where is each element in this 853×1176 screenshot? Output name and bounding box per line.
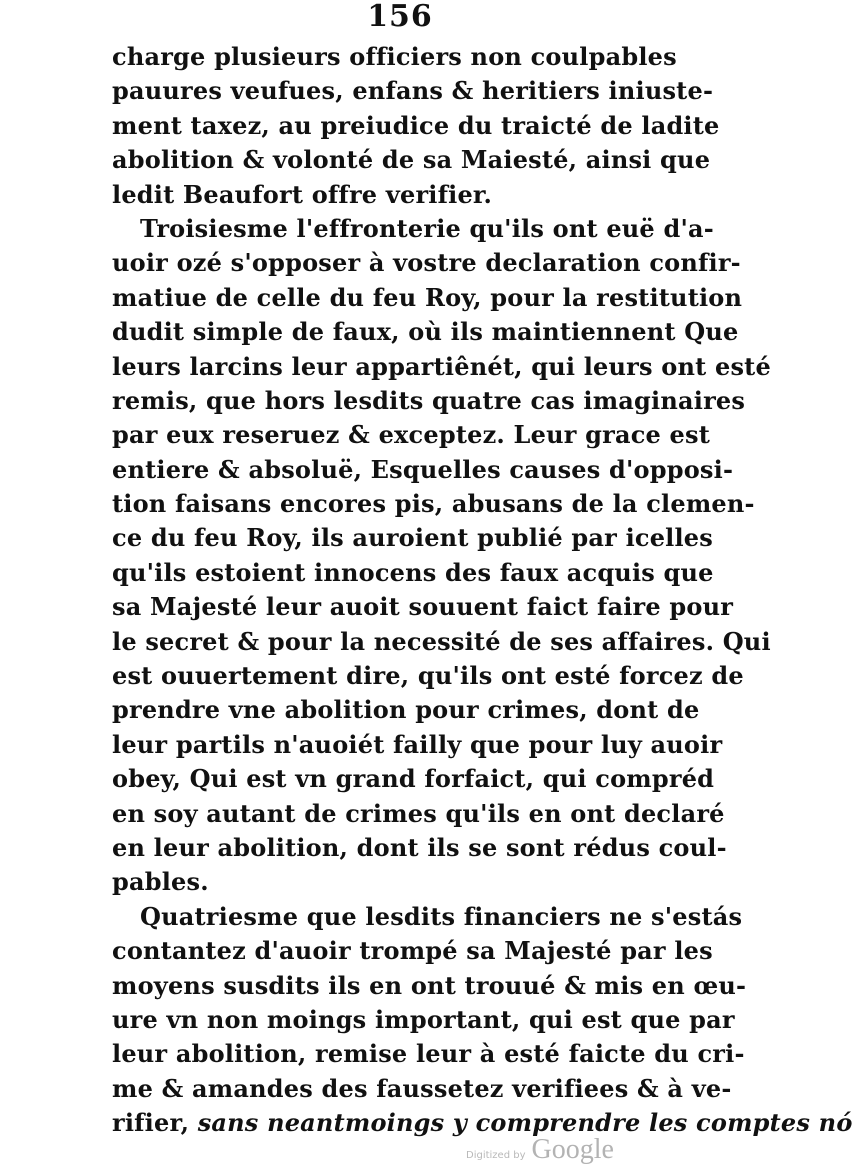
text-line: pables. — [112, 867, 209, 897]
text-line: dudit simple de faux, où ils maintiennent Que — [112, 317, 739, 347]
text-line: en soy autant de crimes qu'ils en ont declaré — [112, 798, 725, 828]
paragraph-start-line: Quatriesme que lesdits financiers ne s'estás — [140, 901, 743, 931]
text-line: contantez d'auoir trompé sa Majesté par les — [112, 936, 713, 966]
text-line: ure vn non moings important, qui est que par — [112, 1004, 735, 1034]
text-line: est ouuertement dire, qu'ils ont esté forcez de — [112, 661, 744, 691]
watermark-prefix: Digitized by — [466, 1150, 526, 1161]
text-line: me & amandes des faussetez verifiees & à ve- — [112, 1073, 732, 1103]
text-line: tion faisans encores pis, abusans de la clemen- — [112, 489, 755, 519]
text-line: entiere & absoluë, Esquelles causes d'opposi- — [112, 454, 734, 484]
text-line: leurs larcins leur appartiênét, qui leurs ont esté — [112, 351, 771, 381]
final-line-italic: sans neantmoings y comprendre les comptes nó — [197, 1108, 853, 1138]
text-line: par eux reseruez & exceptez. Leur grace est — [112, 420, 710, 450]
body-text — [112, 40, 853, 1141]
google-watermark — [466, 1134, 614, 1170]
text-line: abolition & volonté de sa Maiesté, ainsi que — [112, 145, 711, 175]
final-line-roman: rifier, — [112, 1108, 198, 1138]
text-line: qu'ils estoient innocens des faux acquis que — [112, 557, 714, 587]
text-line: ment taxez, au preiudice du traicté de ladite — [112, 110, 720, 140]
paragraph-start-line: Troisiesme l'effronterie qu'ils ont euë d'a- — [140, 213, 714, 243]
text-line: en leur abolition, dont ils se sont rédus coul- — [112, 832, 727, 862]
text-line: moyens susdits ils en ont trouué & mis en œu- — [112, 970, 747, 1000]
text-line: leur partils n'auoiét failly que pour luy auoir — [112, 729, 723, 759]
text-line: le secret & pour la necessité de ses affaires. Qui — [112, 626, 771, 656]
text-line: uoir ozé s'opposer à vostre declaration confir- — [112, 248, 741, 278]
text-line: remis, que hors lesdits quatre cas imaginaires — [112, 385, 746, 415]
text-line: ledit Beaufort offre verifier. — [112, 179, 493, 209]
text-line: charge plusieurs officiers non coulpables — [112, 42, 677, 71]
text-line: sa Majesté leur auoit souuent faict faire pour — [112, 592, 734, 622]
text-line: prendre vne abolition pour crimes, dont de — [112, 695, 700, 725]
text-line: obey, Qui est vn grand forfaict, qui compréd — [112, 764, 715, 794]
text-line: leur abolition, remise leur à esté faicte du cri- — [112, 1039, 745, 1069]
google-logo: Google — [531, 1134, 614, 1165]
text-line: matiue de celle du feu Roy, pour la restitution — [112, 282, 743, 312]
text-line: pauures veufues, enfans & heritiers iniuste- — [112, 76, 714, 106]
page-number: 156 — [367, 0, 433, 34]
text-line: ce du feu Roy, ils auroient publié par icelles — [112, 523, 713, 553]
